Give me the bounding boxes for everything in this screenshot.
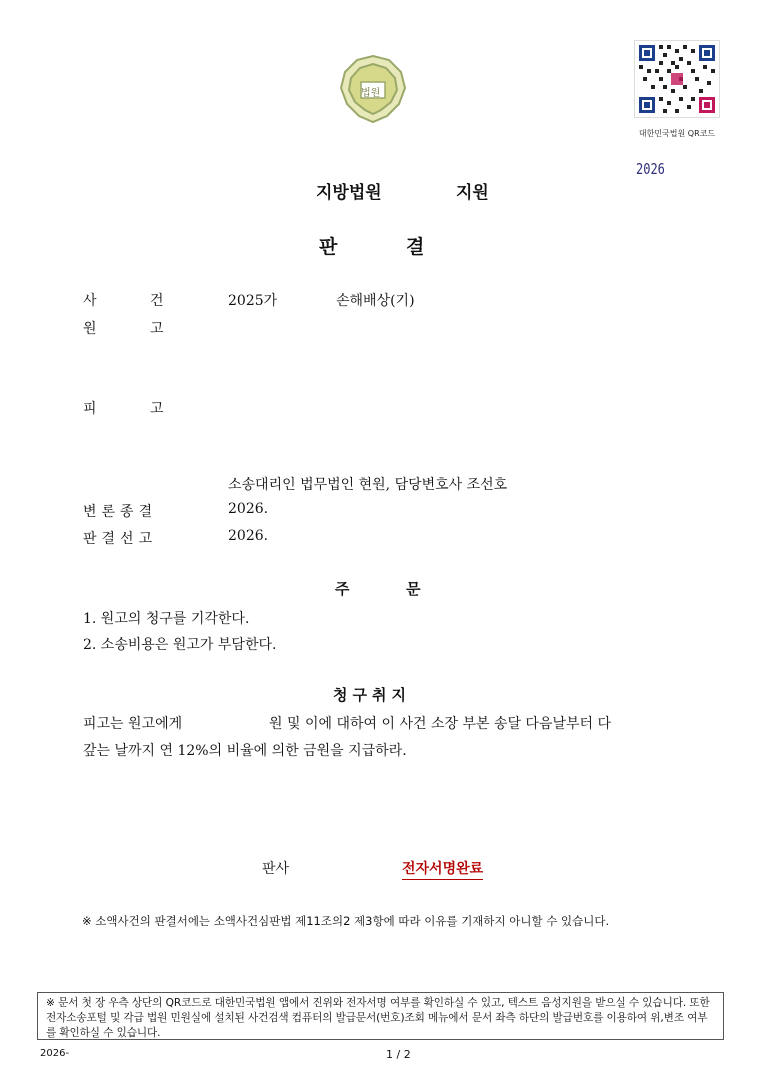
qr-code[interactable] xyxy=(634,40,720,118)
case-label-1: 사 xyxy=(83,293,97,309)
document-title-part1: 판 xyxy=(319,236,338,258)
closing-label: 변론종결 xyxy=(83,504,158,520)
small-claims-note: ※ 소액사건의 판결서에는 소액사건심판법 제11조의2 제3항에 따라 이유를 기재하지 아니할 수 있습니다. xyxy=(82,914,610,928)
claim-line1-end: 원 및 이에 대하여 이 사건 소장 부본 송달 다음날부터 다 xyxy=(269,716,612,732)
claim-heading: 청구취지 xyxy=(333,686,411,704)
defendant-label-1: 피 xyxy=(83,401,97,417)
issue-year-stamp: 2026 xyxy=(636,160,665,178)
ruling-item-2: 2. 소송비용은 원고가 부담한다. xyxy=(83,637,277,653)
e-signature-mark: 전자서명완료 xyxy=(402,858,483,880)
closing-date: 2026. xyxy=(228,501,269,517)
ruling-heading-1: 주 xyxy=(335,580,350,598)
plaintiff-label-2: 고 xyxy=(150,321,164,337)
counsel-info: 소송대리인 법무법인 현원, 담당변호사 조선호 xyxy=(228,477,508,493)
seal-text: 법원 xyxy=(361,88,381,99)
page-number: 1 / 2 xyxy=(386,1048,411,1061)
verification-notice: ※ 문서 첫 장 우측 상단의 QR코드로 대한민국법원 앱에서 진위와 전자서명 여부를 확인하실 수 있고, 텍스트 음성지원을 받으실 수 있습니다. 또한 전자소송포털 및 각급 법원 민원실에 설치된 사건검색 컴퓨터의 발급문서(번호)조회 메뉴에서 문서 좌측 하단의 발급번호를 이용하여 위,변조 여부를 확인하실 수 있습니다. xyxy=(37,992,724,1040)
claim-line1-start: 피고는 원고에게 xyxy=(83,716,183,732)
court-branch: 지원 xyxy=(456,183,489,203)
defendant-label-2: 고 xyxy=(150,401,164,417)
document-title-part2: 결 xyxy=(406,236,425,258)
judgment-date: 2026. xyxy=(228,528,269,544)
case-number: 2025가 xyxy=(228,293,278,309)
case-label-2: 건 xyxy=(150,293,164,309)
judgment-label: 판결선고 xyxy=(83,531,158,547)
ruling-item-1: 1. 원고의 청구를 기각한다. xyxy=(83,611,250,627)
qr-caption: 대한민국법원 QR코드 xyxy=(638,129,716,138)
ruling-heading-2: 문 xyxy=(406,580,421,598)
judge-title: 판사 xyxy=(262,861,290,877)
issue-number: 2026- xyxy=(40,1048,70,1059)
claim-line2: 갚는 날까지 연 12%의 비율에 의한 금원을 지급하라. xyxy=(83,743,407,759)
case-name: 손해배상(기) xyxy=(336,293,415,309)
plaintiff-label-1: 원 xyxy=(83,321,97,337)
court-name: 지방법원 xyxy=(316,183,382,203)
